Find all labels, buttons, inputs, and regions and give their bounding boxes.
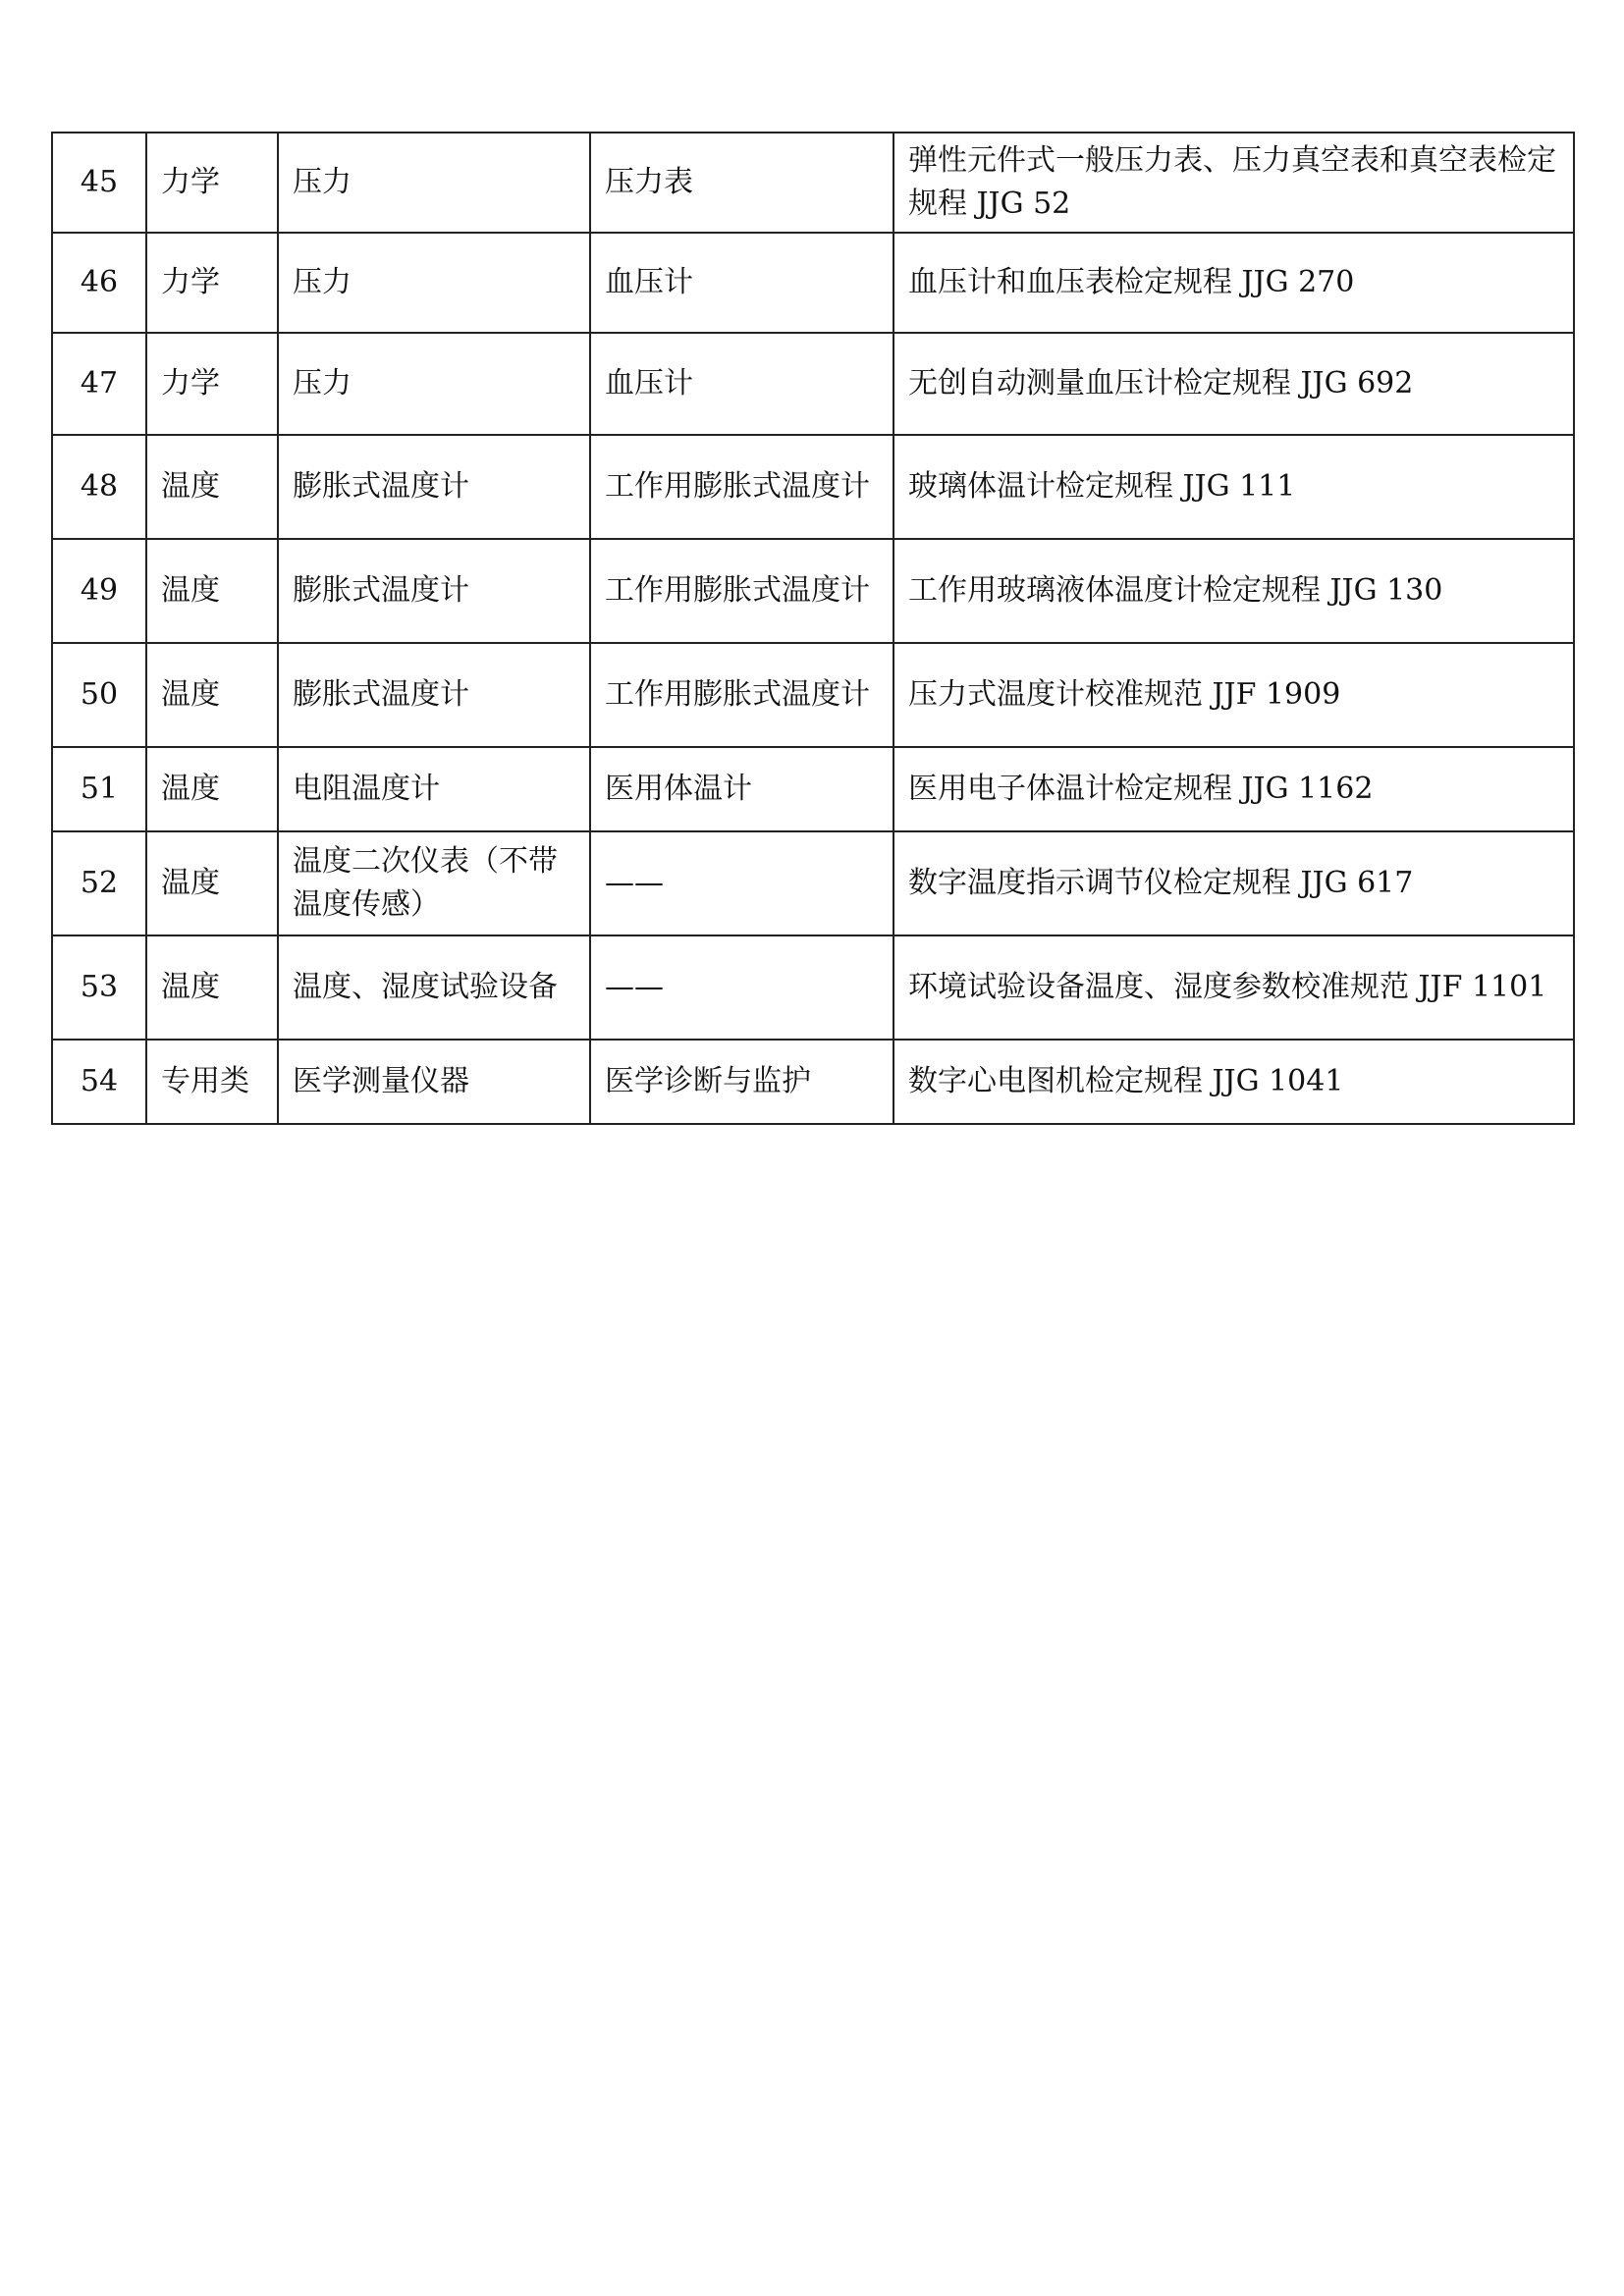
item-cell: 压力 <box>278 233 590 333</box>
table-row <box>52 333 1574 435</box>
regulation-cell: 弹性元件式一般压力表、压力真空表和真空表检定规程 JJG 52 <box>893 133 1574 233</box>
item-cell: 电阻温度计 <box>278 747 590 831</box>
instrument-cell: 压力表 <box>590 133 893 233</box>
item-cell: 膨胀式温度计 <box>278 643 590 747</box>
item-cell: 膨胀式温度计 <box>278 435 590 539</box>
row-number: 48 <box>52 435 146 539</box>
instrument-cell: 血压计 <box>590 233 893 333</box>
row-number: 47 <box>52 333 146 435</box>
regulation-cell: 医用电子体温计检定规程 JJG 1162 <box>893 747 1574 831</box>
row-number: 52 <box>52 831 146 935</box>
table-row <box>52 435 1574 539</box>
field-cell: 专用类 <box>146 1040 278 1124</box>
regulation-cell: 玻璃体温计检定规程 JJG 111 <box>893 435 1574 539</box>
row-number: 50 <box>52 643 146 747</box>
field-cell: 温度 <box>146 435 278 539</box>
table-row <box>52 747 1574 831</box>
regulation-cell: 数字心电图机检定规程 JJG 1041 <box>893 1040 1574 1124</box>
item-cell: 压力 <box>278 333 590 435</box>
table-row <box>52 831 1574 935</box>
field-cell: 力学 <box>146 333 278 435</box>
regulation-cell: 工作用玻璃液体温度计检定规程 JJG 130 <box>893 539 1574 643</box>
item-cell: 温度二次仪表（不带温度传感） <box>278 831 590 935</box>
regulation-cell: 无创自动测量血压计检定规程 JJG 692 <box>893 333 1574 435</box>
row-number: 46 <box>52 233 146 333</box>
item-cell: 膨胀式温度计 <box>278 539 590 643</box>
instrument-cell: 工作用膨胀式温度计 <box>590 435 893 539</box>
instrument-cell: —— <box>590 935 893 1040</box>
field-cell: 温度 <box>146 539 278 643</box>
item-cell: 医学测量仪器 <box>278 1040 590 1124</box>
item-cell: 温度、湿度试验设备 <box>278 935 590 1040</box>
field-cell: 温度 <box>146 935 278 1040</box>
item-cell: 压力 <box>278 133 590 233</box>
row-number: 54 <box>52 1040 146 1124</box>
regulation-cell: 血压计和血压表检定规程 JJG 270 <box>893 233 1574 333</box>
table-row <box>52 233 1574 333</box>
field-cell: 温度 <box>146 831 278 935</box>
instrument-cell: 血压计 <box>590 333 893 435</box>
row-number: 49 <box>52 539 146 643</box>
instrument-cell: 工作用膨胀式温度计 <box>590 643 893 747</box>
instrument-cell: 医用体温计 <box>590 747 893 831</box>
table-row <box>52 935 1574 1040</box>
table-row <box>52 643 1574 747</box>
regulation-cell: 数字温度指示调节仪检定规程 JJG 617 <box>893 831 1574 935</box>
field-cell: 温度 <box>146 747 278 831</box>
instrument-cell: 工作用膨胀式温度计 <box>590 539 893 643</box>
table-row <box>52 539 1574 643</box>
row-number: 51 <box>52 747 146 831</box>
regulation-cell: 环境试验设备温度、湿度参数校准规范 JJF 1101 <box>893 935 1574 1040</box>
row-number: 45 <box>52 133 146 233</box>
regulation-cell: 压力式温度计校准规范 JJF 1909 <box>893 643 1574 747</box>
instrument-cell: —— <box>590 831 893 935</box>
table-row <box>52 133 1574 233</box>
row-number: 53 <box>52 935 146 1040</box>
regulation-table <box>51 132 1575 1125</box>
instrument-cell: 医学诊断与监护 <box>590 1040 893 1124</box>
table-row <box>52 1040 1574 1124</box>
field-cell: 温度 <box>146 643 278 747</box>
field-cell: 力学 <box>146 133 278 233</box>
field-cell: 力学 <box>146 233 278 333</box>
